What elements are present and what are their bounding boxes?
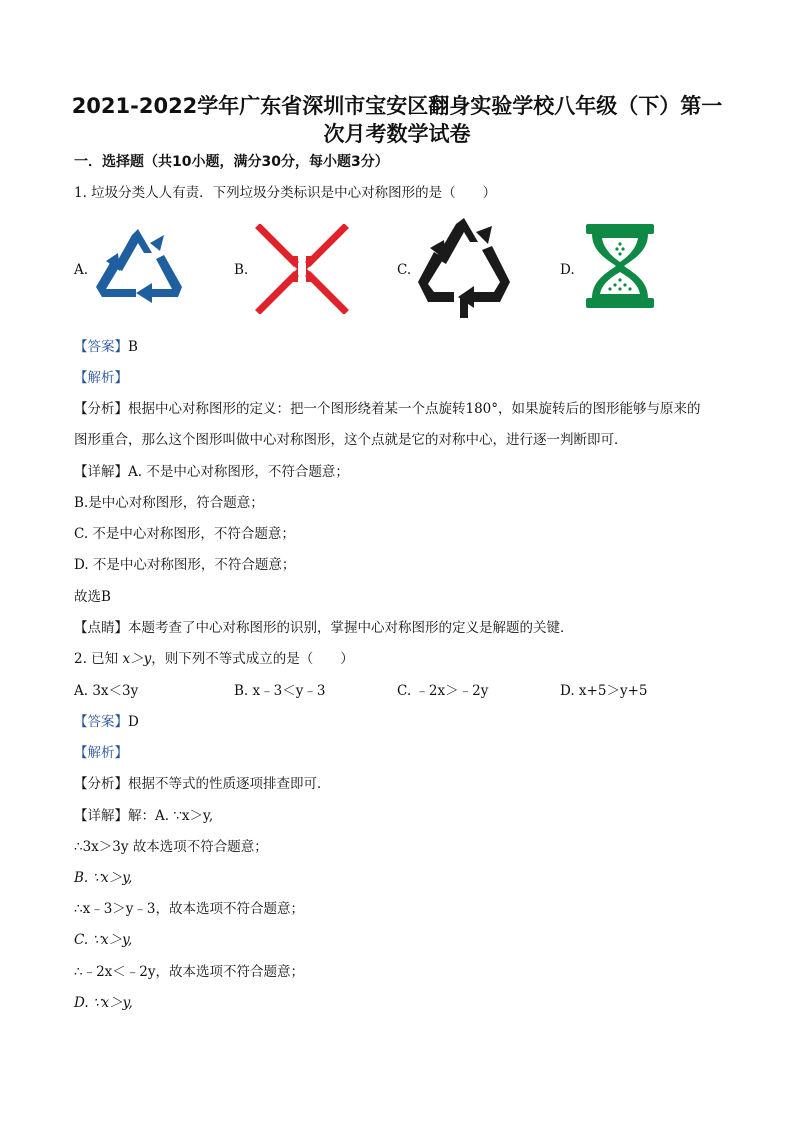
dianjing-text: 本题考查了中心对称图形的识别，掌握中心对称图形的定义是解题的关键． — [128, 620, 574, 636]
q1-fenxi-line1 — [74, 399, 701, 419]
fenxi-tag: 【分析】 — [74, 776, 128, 792]
q2-fenxi — [74, 774, 331, 794]
q2-option-a: A. 3x＜3y — [74, 683, 139, 699]
q2-option-b: B. x﹣3＜y﹣3 — [234, 683, 326, 699]
detail-tag: 【详解】 — [74, 808, 128, 824]
q2-stem-suffix: ，则下列不等式成立的是（ ） — [151, 651, 354, 667]
detail-a-text: A. 不是中心对称图形，不符合题意； — [128, 464, 349, 480]
q2-detail-6: ∴﹣2x＜﹣2y，故本选项不符合题意； — [74, 964, 305, 980]
answer-value: D — [128, 714, 139, 730]
q2-detail-2: ∴3x＞3y 故本选项不符合题意； — [74, 839, 268, 855]
question-2-stem — [74, 649, 354, 669]
fenxi-tag: 【分析】 — [74, 401, 128, 417]
question-1-stem: 1. 垃圾分类人人有责．下列垃圾分类标识是中心对称图形的是（ ） — [74, 185, 497, 201]
q2-detail-7: D. ∵x＞y, — [74, 995, 133, 1011]
q2-detail-1 — [74, 806, 213, 826]
detail-tag: 【详解】 — [74, 464, 128, 480]
dianjing-tag: 【点睛】 — [74, 620, 128, 636]
section-heading: 一．选择题（共10小题，满分30分，每小题3分） — [74, 154, 389, 170]
answer-tag: 【答案】 — [74, 714, 128, 730]
q1-detail-d: D. 不是中心对称图形，不符合题意； — [74, 557, 296, 573]
option-c-label: C. — [397, 262, 412, 278]
q1-detail-b: B.是中心对称图形，符合题意； — [74, 495, 264, 511]
detail-1-text: 解：A. ∵x＞y, — [128, 808, 214, 824]
q1-detail-c: C. 不是中心对称图形，不符合题意； — [74, 526, 295, 542]
q1-conclusion: 故选B — [74, 589, 111, 605]
q2-stem-prefix: 2. 已知 — [74, 651, 119, 667]
exam-title-line2: 次月考数学试卷 — [323, 122, 471, 146]
q2-detail-5: C. ∵x＞y, — [74, 932, 133, 948]
q1-detail-a — [74, 462, 349, 482]
q2-analysis-tag: 【解析】 — [74, 745, 128, 761]
inward-arrows-red-icon — [254, 224, 350, 314]
q2-stem-condition: x＞y — [122, 651, 152, 667]
recycle-blue-icon — [92, 225, 184, 307]
option-d-label: D. — [560, 262, 575, 278]
recycle-black-icon — [416, 216, 512, 320]
hourglass-green-icon — [584, 222, 656, 310]
q1-answer — [74, 337, 138, 357]
fenxi-text: 根据中心对称图形的定义：把一个图形绕着某一个点旋转180°，如果旋转后的图形能够与原来的 — [128, 401, 701, 417]
answer-value: B — [128, 339, 138, 355]
q1-fenxi-line2: 图形重合，那么这个图形叫做中心对称图形，这个点就是它的对称中心，进行逐一判断即可． — [74, 432, 628, 448]
q2-detail-4: ∴x﹣3＞y﹣3，故本选项不符合题意； — [74, 901, 305, 917]
answer-tag: 【答案】 — [74, 339, 128, 355]
q2-option-d: D. x+5＞y+5 — [560, 683, 648, 699]
q2-detail-3: B. ∵x＞y, — [74, 870, 133, 886]
q1-analysis-tag: 【解析】 — [74, 370, 128, 386]
q2-answer — [74, 712, 139, 732]
exam-title-line1: 2021-2022学年广东省深圳市宝安区翻身实验学校八年级（下）第一 — [71, 94, 723, 118]
q1-dianjing — [74, 618, 574, 638]
fenxi-text: 根据不等式的性质逐项排查即可． — [128, 776, 331, 792]
option-b-label: B. — [234, 262, 249, 278]
option-a-label: A. — [74, 262, 89, 278]
q2-option-c: C. ﹣2x＞﹣2y — [397, 683, 489, 699]
